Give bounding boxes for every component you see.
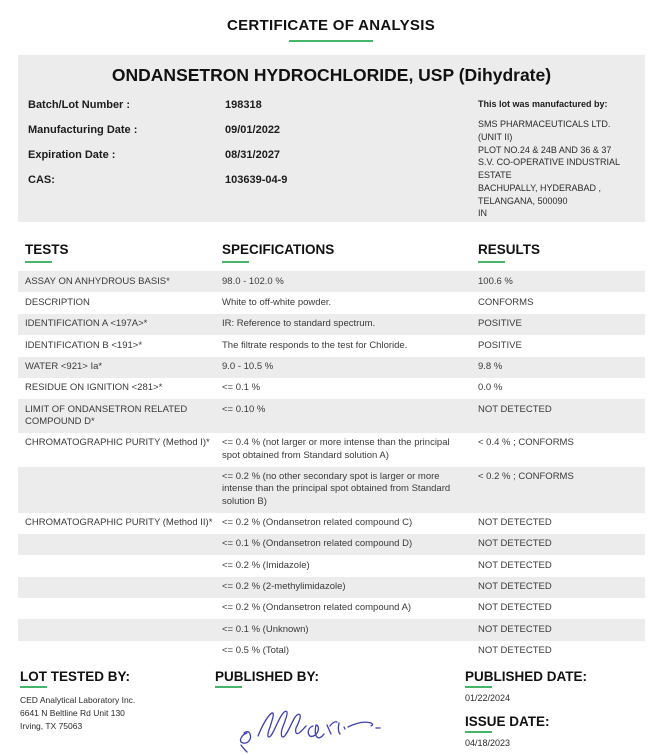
issue-date-block — [465, 714, 645, 748]
specification-cell: 98.0 - 102.0 % — [222, 275, 284, 287]
test-cell — [18, 624, 222, 636]
table-row — [18, 534, 645, 555]
specification-cell: IR: Reference to standard spectrum. — [222, 318, 376, 330]
document-title: CERTIFICATE OF ANALYSIS — [226, 17, 436, 34]
table-row — [18, 292, 645, 313]
column-header-specifications — [222, 241, 478, 263]
result-cell: 100.6 % — [478, 275, 513, 287]
tests-header-label: TESTS — [25, 242, 69, 258]
result-cell: NOT DETECTED — [478, 602, 552, 614]
published-date-underline — [465, 686, 492, 688]
result-cell: NOT DETECTED — [478, 559, 552, 571]
test-cell — [18, 560, 222, 572]
lot-tested-by-heading: LOT TESTED BY: — [20, 669, 130, 684]
lot-field-label: Batch/Lot Number : — [28, 99, 131, 111]
manufacturer-address-line: SMS PHARMACEUTICALS LTD. (UNIT II) — [478, 119, 611, 142]
test-cell — [18, 645, 222, 657]
specification-cell: <= 0.2 % (no other secondary spot is larger or more intense than the principal spot obtained from Standard solution B) — [222, 471, 451, 507]
result-cell: < 0.2 % ; CONFORMS — [478, 471, 574, 483]
tests-header-underline — [25, 261, 52, 263]
result-cell: CONFORMS — [478, 296, 534, 308]
test-cell: DESCRIPTION — [25, 296, 90, 308]
specifications-header-label: SPECIFICATIONS — [222, 242, 335, 258]
issue-date-underline — [465, 731, 492, 733]
specification-cell: <= 0.2 % (2-methylimidazole) — [222, 581, 346, 593]
published-by-block — [215, 669, 465, 755]
product-header-box — [18, 55, 645, 222]
manufacturer-block — [478, 99, 635, 220]
laboratory-address-line: CED Analytical Laboratory Inc. — [20, 695, 136, 705]
result-cell: 0.0 % — [478, 382, 503, 394]
laboratory-address — [20, 694, 215, 734]
certificate-page — [0, 17, 662, 748]
table-row — [18, 399, 645, 433]
header-columns — [28, 99, 635, 220]
lot-field-row — [28, 99, 478, 111]
manufacturer-address-line: ESTATE — [478, 170, 512, 181]
lot-field-value: 103639-04-9 — [225, 174, 288, 186]
table-row — [18, 378, 645, 399]
result-cell: POSITIVE — [478, 318, 522, 330]
result-cell: NOT DETECTED — [478, 645, 552, 657]
test-cell: CHROMATOGRAPHIC PURITY (Method I)* — [25, 437, 210, 449]
table-row — [18, 314, 645, 335]
published-date-heading: PUBLISHED DATE: — [465, 669, 588, 684]
manufacturer-address-line: TELANGANA, 500090 — [478, 195, 568, 206]
results-header-label: RESULTS — [478, 242, 541, 258]
lot-tested-by-block — [20, 669, 215, 755]
manufacturer-address-line: BACHUPALLY, HYDERABAD , — [478, 182, 602, 193]
test-cell — [18, 581, 222, 593]
lot-field-value: 08/31/2027 — [225, 149, 281, 161]
results-header-underline — [478, 261, 505, 263]
test-cell: CHROMATOGRAPHIC PURITY (Method II)* — [25, 517, 213, 529]
lot-field-label: Manufacturing Date : — [28, 124, 138, 136]
analysis-table — [18, 232, 645, 662]
test-cell — [18, 471, 222, 508]
specification-cell: <= 0.4 % (not larger or more intense than the principal spot obtained from Standard solution A) — [222, 437, 450, 461]
table-row — [18, 641, 645, 662]
result-cell: NOT DETECTED — [478, 538, 552, 550]
lot-field-label: Expiration Date : — [28, 149, 116, 161]
test-cell: LIMIT OF ONDANSETRON RELATED COMPOUND D* — [25, 403, 188, 428]
specification-cell: <= 0.1 % — [222, 382, 261, 394]
table-row — [18, 357, 645, 378]
column-header-tests — [18, 241, 222, 263]
test-cell: ASSAY ON ANHYDROUS BASIS* — [25, 275, 170, 287]
specification-cell: <= 0.2 % (Ondansetron related compound A) — [222, 602, 412, 614]
specification-cell: The filtrate responds to the test for Chloride. — [222, 339, 408, 351]
published-date-value: 01/22/2024 — [465, 693, 511, 703]
result-cell: NOT DETECTED — [478, 403, 552, 415]
manufacturer-heading: This lot was manufactured by: — [478, 99, 608, 109]
result-cell: NOT DETECTED — [478, 517, 552, 529]
table-header-row — [18, 232, 645, 271]
issue-date-value: 04/18/2023 — [465, 738, 511, 748]
column-header-results — [478, 241, 645, 263]
specification-cell: <= 0.2 % (Imidazole) — [222, 559, 310, 571]
specification-cell: White to off-white powder. — [222, 296, 332, 308]
lot-field-row — [28, 174, 478, 186]
result-cell: NOT DETECTED — [478, 581, 552, 593]
footer — [20, 669, 645, 755]
specification-cell: <= 0.1 % (Ondansetron related compound D) — [222, 538, 413, 550]
lot-field-value: 09/01/2022 — [225, 124, 281, 136]
table-row — [18, 555, 645, 576]
specification-cell: <= 0.2 % (Ondansetron related compound C) — [222, 517, 413, 529]
laboratory-address-line: 6641 N Beltline Rd Unit 130 — [20, 708, 125, 719]
result-cell: < 0.4 % ; CONFORMS — [478, 437, 574, 449]
specification-cell: <= 0.5 % (Total) — [222, 645, 290, 657]
specification-cell: 9.0 - 10.5 % — [222, 361, 274, 372]
published-by-underline — [215, 686, 242, 688]
test-cell — [18, 538, 222, 550]
table-row — [18, 335, 645, 356]
test-cell: IDENTIFICATION B <191>* — [25, 339, 143, 351]
specification-cell: <= 0.1 % (Unknown) — [222, 623, 309, 635]
signature-icon — [233, 702, 383, 750]
laboratory-address-line: Irving, TX 75063 — [20, 721, 83, 732]
specification-cell: <= 0.10 % — [222, 403, 266, 415]
table-row — [18, 433, 645, 467]
result-cell: 9.8 % — [478, 361, 503, 372]
table-row — [18, 271, 645, 292]
lot-fields — [28, 99, 478, 220]
test-cell — [18, 602, 222, 614]
dates-block — [465, 669, 645, 755]
lot-tested-by-underline — [20, 686, 47, 688]
test-cell: RESIDUE ON IGNITION <281>* — [25, 382, 163, 394]
issue-date-heading: ISSUE DATE: — [465, 714, 550, 729]
table-body — [18, 271, 645, 662]
manufacturer-address-line: IN — [478, 208, 487, 219]
lot-field-value: 198318 — [225, 99, 262, 111]
table-row — [18, 577, 645, 598]
signature — [233, 702, 465, 755]
published-by-heading: PUBLISHED BY: — [215, 669, 320, 684]
manufacturer-address-line: S.V. CO-OPERATIVE INDUSTRIAL — [478, 157, 621, 168]
table-row — [18, 619, 645, 640]
lot-field-row — [28, 149, 478, 161]
table-row — [18, 467, 645, 513]
test-cell: IDENTIFICATION A <197A>* — [25, 318, 148, 330]
lot-field-label: CAS: — [28, 174, 55, 186]
title-accent-underline — [289, 40, 373, 42]
specifications-header-underline — [222, 261, 249, 263]
published-date-block — [465, 669, 645, 703]
lot-field-row — [28, 124, 478, 136]
test-cell: WATER <921> Ia* — [25, 361, 103, 372]
table-row — [18, 513, 645, 534]
product-name: ONDANSETRON HYDROCHLORIDE, USP (Dihydrate) — [111, 65, 552, 85]
table-row — [18, 598, 645, 619]
result-cell: NOT DETECTED — [478, 623, 552, 635]
result-cell: POSITIVE — [478, 339, 522, 351]
manufacturer-address-line: PLOT NO.24 & 24B AND 36 & 37 — [478, 144, 612, 155]
